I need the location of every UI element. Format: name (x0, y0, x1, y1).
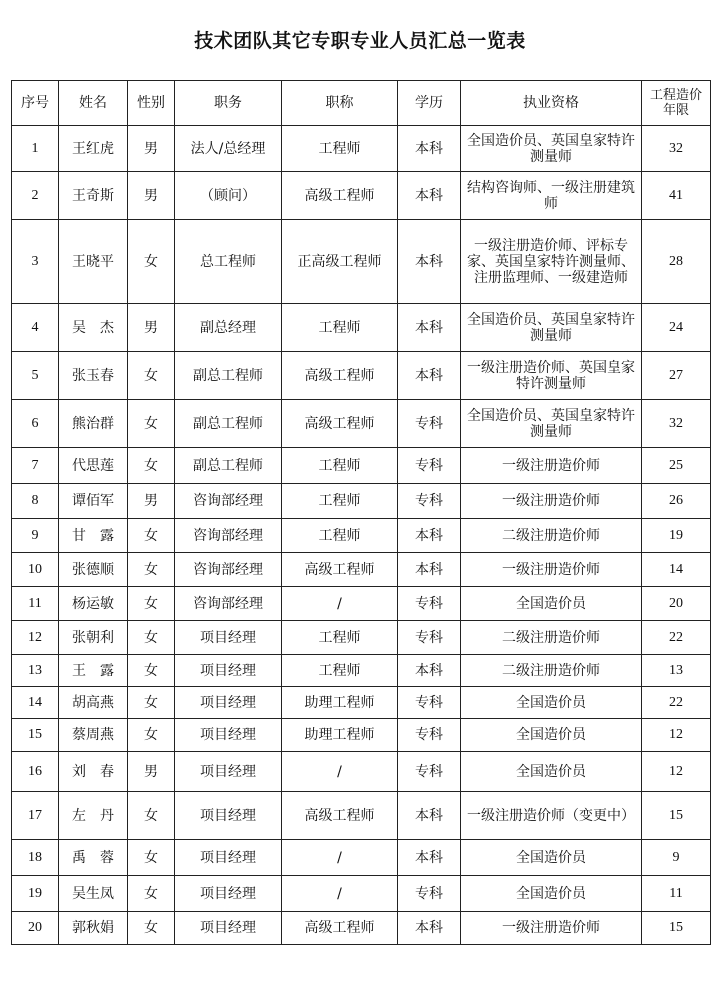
row-position: 副总工程师 (175, 448, 282, 484)
row-qualification: 全国造价员 (461, 752, 642, 792)
row-qualification: 结构咨询师、一级注册建筑师 (461, 172, 642, 220)
row-years: 28 (642, 220, 711, 304)
row-number: 12 (12, 621, 59, 655)
row-position: 总工程师 (175, 220, 282, 304)
row-gender: 男 (128, 484, 175, 519)
row-position: 法人/总经理 (175, 126, 282, 172)
row-gender: 男 (128, 304, 175, 352)
row-gender: 女 (128, 220, 175, 304)
row-qualification: 全国造价员、英国皇家特许测量师 (461, 304, 642, 352)
row-gender: 女 (128, 840, 175, 876)
row-years: 32 (642, 126, 711, 172)
row-education: 本科 (398, 352, 461, 400)
row-years: 19 (642, 519, 711, 553)
row-position: 项目经理 (175, 621, 282, 655)
header-name: 姓名 (59, 81, 128, 126)
row-years: 12 (642, 752, 711, 792)
table-row (12, 719, 711, 752)
row-name: 吴生凤 (59, 876, 128, 912)
row-education: 专科 (398, 687, 461, 719)
row-number: 10 (12, 553, 59, 587)
row-name: 甘 露 (59, 519, 128, 553)
table-row (12, 840, 711, 876)
row-number: 2 (12, 172, 59, 220)
row-gender: 女 (128, 621, 175, 655)
header-row (12, 81, 711, 126)
row-title: 高级工程师 (282, 172, 398, 220)
row-name: 郭秋娟 (59, 912, 128, 945)
row-qualification: 一级注册造价师 (461, 484, 642, 519)
table-row (12, 304, 711, 352)
row-gender: 女 (128, 912, 175, 945)
row-title: 工程师 (282, 126, 398, 172)
row-years: 27 (642, 352, 711, 400)
row-qualification: 全国造价员 (461, 876, 642, 912)
row-gender: 女 (128, 792, 175, 840)
row-title: 正高级工程师 (282, 220, 398, 304)
table-row (12, 352, 711, 400)
row-years: 20 (642, 587, 711, 621)
row-name: 吴 杰 (59, 304, 128, 352)
row-title: / (282, 840, 398, 876)
row-position: 咨询部经理 (175, 484, 282, 519)
header-gender: 性别 (128, 81, 175, 126)
table-row (12, 752, 711, 792)
row-number: 5 (12, 352, 59, 400)
row-gender: 女 (128, 553, 175, 587)
header-years: 工程造价年限 (642, 81, 711, 126)
row-years: 32 (642, 400, 711, 448)
header-no: 序号 (12, 81, 59, 126)
row-name: 张玉春 (59, 352, 128, 400)
row-position: 项目经理 (175, 792, 282, 840)
row-position: 项目经理 (175, 687, 282, 719)
row-name: 刘 春 (59, 752, 128, 792)
row-title: 助理工程师 (282, 719, 398, 752)
row-qualification: 二级注册造价师 (461, 621, 642, 655)
row-name: 王红虎 (59, 126, 128, 172)
row-gender: 女 (128, 448, 175, 484)
row-education: 本科 (398, 553, 461, 587)
table-body (12, 126, 711, 945)
row-title: 工程师 (282, 304, 398, 352)
row-education: 本科 (398, 655, 461, 687)
row-years: 25 (642, 448, 711, 484)
row-title: 工程师 (282, 655, 398, 687)
row-education: 专科 (398, 876, 461, 912)
row-position: 项目经理 (175, 719, 282, 752)
row-number: 20 (12, 912, 59, 945)
table-row (12, 126, 711, 172)
row-education: 专科 (398, 621, 461, 655)
row-name: 左 丹 (59, 792, 128, 840)
row-number: 1 (12, 126, 59, 172)
row-title: / (282, 752, 398, 792)
row-number: 6 (12, 400, 59, 448)
row-gender: 女 (128, 876, 175, 912)
row-education: 本科 (398, 912, 461, 945)
row-position: 咨询部经理 (175, 519, 282, 553)
row-number: 9 (12, 519, 59, 553)
row-position: 咨询部经理 (175, 553, 282, 587)
table-row (12, 621, 711, 655)
row-qualification: 全国造价员 (461, 687, 642, 719)
header-title: 职称 (282, 81, 398, 126)
table-row (12, 792, 711, 840)
row-years: 13 (642, 655, 711, 687)
row-title: 高级工程师 (282, 400, 398, 448)
row-years: 22 (642, 621, 711, 655)
row-position: 项目经理 (175, 840, 282, 876)
table-row (12, 912, 711, 945)
row-qualification: 一级注册造价师（变更中） (461, 792, 642, 840)
row-qualification: 全国造价员 (461, 587, 642, 621)
row-education: 本科 (398, 519, 461, 553)
table-row (12, 484, 711, 519)
row-number: 3 (12, 220, 59, 304)
row-name: 熊治群 (59, 400, 128, 448)
row-education: 本科 (398, 304, 461, 352)
row-name: 代思莲 (59, 448, 128, 484)
row-title: 高级工程师 (282, 553, 398, 587)
row-position: （顾问） (175, 172, 282, 220)
table-row (12, 876, 711, 912)
row-education: 专科 (398, 752, 461, 792)
row-years: 12 (642, 719, 711, 752)
table-row (12, 587, 711, 621)
row-qualification: 一级注册造价师、评标专家、英国皇家特许测量师、注册监理师、一级建造师 (461, 220, 642, 304)
row-title: 助理工程师 (282, 687, 398, 719)
row-gender: 女 (128, 719, 175, 752)
row-years: 22 (642, 687, 711, 719)
row-title: 工程师 (282, 519, 398, 553)
header-qualification: 执业资格 (461, 81, 642, 126)
row-name: 胡高燕 (59, 687, 128, 719)
row-title: 工程师 (282, 621, 398, 655)
table-row (12, 220, 711, 304)
row-title: 高级工程师 (282, 792, 398, 840)
table-row (12, 655, 711, 687)
row-number: 8 (12, 484, 59, 519)
row-qualification: 全国造价员、英国皇家特许测量师 (461, 126, 642, 172)
row-gender: 男 (128, 172, 175, 220)
row-years: 41 (642, 172, 711, 220)
row-years: 24 (642, 304, 711, 352)
row-years: 15 (642, 792, 711, 840)
row-education: 本科 (398, 840, 461, 876)
row-qualification: 一级注册造价师 (461, 553, 642, 587)
row-gender: 女 (128, 352, 175, 400)
row-number: 7 (12, 448, 59, 484)
row-position: 副总经理 (175, 304, 282, 352)
row-qualification: 二级注册造价师 (461, 519, 642, 553)
row-number: 11 (12, 587, 59, 621)
table-row (12, 553, 711, 587)
row-name: 谭佰军 (59, 484, 128, 519)
row-title: 工程师 (282, 448, 398, 484)
row-name: 王晓平 (59, 220, 128, 304)
row-title: 高级工程师 (282, 912, 398, 945)
row-qualification: 一级注册造价师 (461, 448, 642, 484)
row-number: 19 (12, 876, 59, 912)
row-gender: 男 (128, 126, 175, 172)
row-education: 专科 (398, 448, 461, 484)
row-years: 15 (642, 912, 711, 945)
row-gender: 女 (128, 587, 175, 621)
row-qualification: 一级注册造价师、英国皇家特许测量师 (461, 352, 642, 400)
table-row (12, 687, 711, 719)
row-education: 本科 (398, 220, 461, 304)
row-position: 咨询部经理 (175, 587, 282, 621)
row-position: 副总工程师 (175, 352, 282, 400)
row-name: 王 露 (59, 655, 128, 687)
row-education: 专科 (398, 719, 461, 752)
row-qualification: 全国造价员、英国皇家特许测量师 (461, 400, 642, 448)
row-name: 张德顺 (59, 553, 128, 587)
row-education: 专科 (398, 400, 461, 448)
row-education: 本科 (398, 172, 461, 220)
table-row (12, 172, 711, 220)
row-number: 17 (12, 792, 59, 840)
header-education: 学历 (398, 81, 461, 126)
row-gender: 男 (128, 752, 175, 792)
row-number: 13 (12, 655, 59, 687)
row-gender: 女 (128, 519, 175, 553)
row-education: 专科 (398, 484, 461, 519)
row-number: 16 (12, 752, 59, 792)
row-name: 禹 蓉 (59, 840, 128, 876)
row-number: 15 (12, 719, 59, 752)
row-number: 14 (12, 687, 59, 719)
row-education: 本科 (398, 126, 461, 172)
row-education: 本科 (398, 792, 461, 840)
row-education: 专科 (398, 587, 461, 621)
row-name: 王奇斯 (59, 172, 128, 220)
row-position: 项目经理 (175, 752, 282, 792)
row-name: 杨运敏 (59, 587, 128, 621)
table-row (12, 519, 711, 553)
row-position: 项目经理 (175, 912, 282, 945)
row-name: 张朝利 (59, 621, 128, 655)
row-gender: 女 (128, 655, 175, 687)
table-row (12, 400, 711, 448)
row-title: 高级工程师 (282, 352, 398, 400)
row-title: / (282, 587, 398, 621)
row-years: 11 (642, 876, 711, 912)
row-number: 18 (12, 840, 59, 876)
row-position: 项目经理 (175, 655, 282, 687)
row-number: 4 (12, 304, 59, 352)
row-gender: 女 (128, 400, 175, 448)
header-position: 职务 (175, 81, 282, 126)
row-qualification: 全国造价员 (461, 719, 642, 752)
row-title: 工程师 (282, 484, 398, 519)
row-qualification: 全国造价员 (461, 840, 642, 876)
row-name: 蔡周燕 (59, 719, 128, 752)
row-gender: 女 (128, 687, 175, 719)
row-position: 副总工程师 (175, 400, 282, 448)
row-qualification: 一级注册造价师 (461, 912, 642, 945)
staff-table (11, 80, 711, 945)
row-title: / (282, 876, 398, 912)
row-qualification: 二级注册造价师 (461, 655, 642, 687)
row-position: 项目经理 (175, 876, 282, 912)
table-row (12, 448, 711, 484)
row-years: 26 (642, 484, 711, 519)
row-years: 9 (642, 840, 711, 876)
page-title: 技术团队其它专职专业人员汇总一览表 (194, 30, 526, 52)
row-years: 14 (642, 553, 711, 587)
